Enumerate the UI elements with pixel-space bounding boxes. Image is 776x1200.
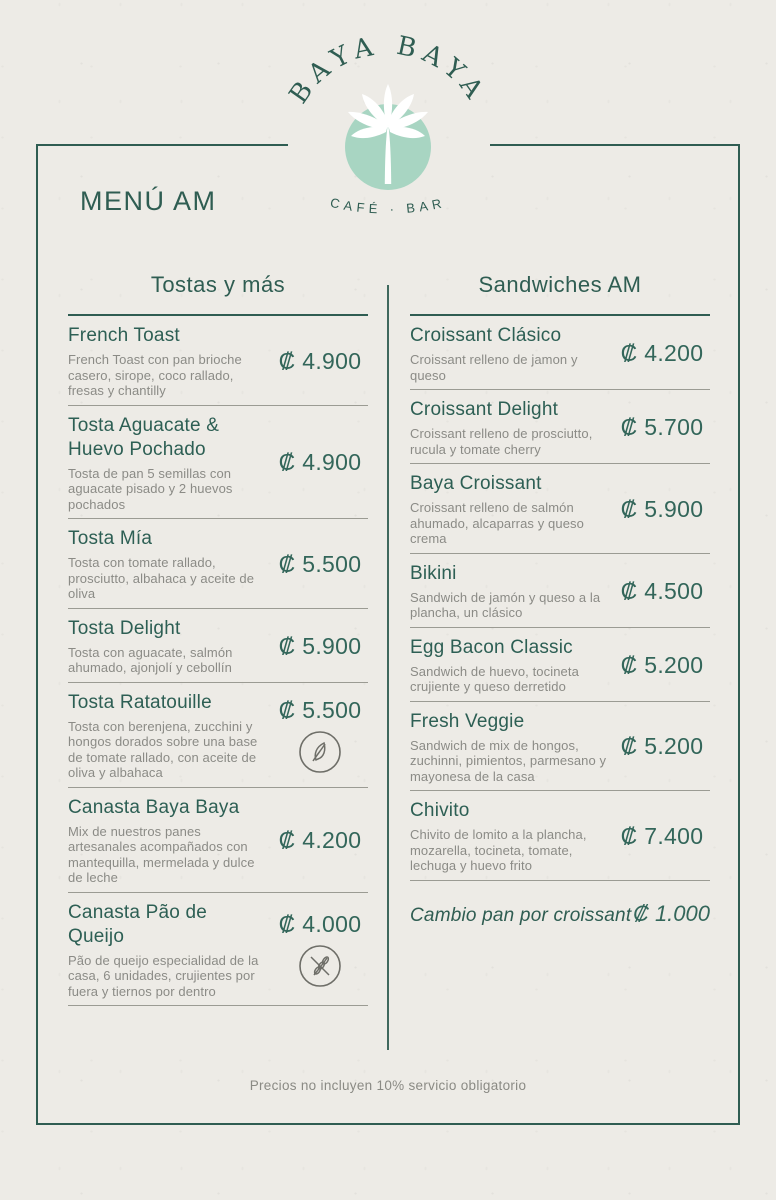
item-price: ₡ 5.700 (620, 414, 704, 440)
item-text (410, 324, 614, 383)
brand-arc-text: BAYA BAYA (283, 30, 493, 110)
menu-item (410, 464, 710, 554)
section-title: Tostas y más (150, 272, 286, 297)
item-side (272, 911, 368, 988)
item-desc: Tosta con tomate rallado, prosciutto, albahaca y aceite de oliva (68, 555, 255, 601)
item-side (614, 414, 710, 441)
menu-item (68, 406, 368, 520)
menu-item (410, 791, 710, 881)
item-name: Bikini (410, 562, 457, 584)
item-name: Tosta Aguacate & Huevo Pochado (68, 414, 220, 460)
item-price: ₡ 7.400 (620, 822, 704, 849)
menu-content (68, 270, 710, 1006)
item-desc: Tosta con aguacate, salmón ahumado, ajonjolí y cebollín (68, 644, 233, 675)
bread-swap-row (410, 901, 710, 927)
item-side (272, 449, 368, 476)
item-side (614, 340, 710, 367)
item-name: Fresh Veggie (410, 710, 525, 732)
bread-swap-label: Cambio pan por croissant (410, 904, 632, 926)
item-name: Tosta Mía (68, 528, 153, 549)
item-name: Canasta Pão de Queijo (68, 901, 208, 947)
bread-swap-price: ₡ 1.000 (632, 900, 710, 926)
menu-item (68, 683, 368, 788)
menu-frame-bottom (36, 1123, 740, 1125)
item-desc: Croissant relleno de prosciutto, rucula y tomate cherry (410, 426, 593, 457)
item-side (614, 578, 710, 605)
crossed-grain-icon (298, 944, 342, 988)
item-desc: Chivito de lomito a la plancha, mozarella, tocineta, tomate, lechuga y huevo frito (410, 827, 587, 873)
item-desc: Croissant relleno de jamon y queso (410, 352, 578, 383)
item-side (272, 348, 368, 375)
brand-logo (218, 24, 558, 236)
menu-item (68, 609, 368, 683)
item-name: Canasta Baya Baya (68, 796, 240, 818)
menu-frame-left (36, 144, 38, 1125)
menu-item (68, 519, 368, 609)
footer-note: Precios no incluyen 10% servicio obligatorio (249, 1078, 527, 1093)
section-items (68, 316, 368, 1006)
item-desc: Sandwich de jamón y queso a la plancha, un clásico (410, 589, 601, 620)
item-price: ₡ 4.500 (620, 577, 704, 604)
item-text (68, 796, 272, 886)
item-text (68, 414, 272, 513)
item-text (68, 901, 272, 1000)
item-side (272, 551, 368, 578)
item-desc: Croissant relleno de salmón ahumado, alcaparras y queso crema (410, 500, 584, 546)
item-price: ₡ 4.200 (620, 340, 704, 366)
item-desc: Tosta con berenjena, zucchini y hongos dorados sobre una base de tomate rallado, con aceite de oliva y albahaca (68, 718, 258, 780)
item-price: ₡ 5.900 (620, 495, 704, 522)
item-name: Tosta Delight (68, 617, 181, 639)
item-name: French Toast (68, 325, 180, 346)
item-text (410, 636, 614, 695)
item-price: ₡ 5.200 (620, 651, 704, 678)
item-side (614, 733, 710, 760)
item-text (68, 617, 272, 676)
item-text (410, 799, 614, 874)
item-text (410, 710, 614, 785)
item-side (614, 652, 710, 679)
item-desc: Mix de nuestros panes artesanales acompañados con mantequilla, mermelada y dulce de leche (68, 823, 255, 885)
leaf-icon (298, 730, 342, 774)
item-side (614, 496, 710, 523)
section-sandwiches (410, 270, 710, 1006)
item-price: ₡ 4.200 (278, 827, 362, 853)
item-desc: Sandwich de huevo, tocineta crujiente y queso derretido (410, 663, 579, 694)
section-title: Sandwiches AM (478, 272, 642, 297)
item-side (272, 697, 368, 774)
item-text (410, 562, 614, 621)
item-text (68, 527, 272, 602)
item-text (410, 472, 614, 547)
item-desc: Sandwich de mix de hongos, zuchinni, pimientos, parmesano y mayonesa de la casa (410, 737, 607, 784)
menu-item (410, 316, 710, 390)
menu-frame-right (738, 144, 740, 1125)
item-text (68, 691, 272, 781)
item-text (410, 398, 614, 457)
menu-item (410, 628, 710, 702)
menu-item (68, 893, 368, 1007)
item-price: ₡ 5.500 (278, 697, 362, 723)
item-desc: Tosta de pan 5 semillas con aguacate pisado y 2 huevos pochados (68, 465, 233, 512)
item-price: ₡ 5.500 (278, 550, 362, 577)
item-price: ₡ 5.200 (620, 733, 704, 760)
menu-item (68, 788, 368, 893)
menu-item (68, 316, 368, 406)
item-name: Baya Croissant (410, 473, 542, 494)
item-side (272, 633, 368, 660)
palm-tree-icon (345, 84, 431, 190)
item-price: ₡ 4.900 (278, 347, 362, 374)
item-price: ₡ 4.000 (278, 911, 362, 938)
section-tostas (68, 270, 368, 1006)
item-side (614, 823, 710, 850)
item-name: Tosta Ratatouille (68, 691, 212, 713)
svg-text:CAFÉ · BAR (329, 195, 447, 217)
item-price: ₡ 5.900 (278, 632, 362, 659)
menu-item (410, 390, 710, 464)
item-desc: French Toast con pan brioche casero, sirope, coco rallado, fresas y chantilly (68, 352, 242, 398)
item-price: ₡ 4.900 (278, 449, 362, 476)
section-items (410, 316, 710, 881)
item-text (68, 324, 272, 399)
item-name: Croissant Delight (410, 399, 559, 420)
item-name: Egg Bacon Classic (410, 636, 573, 658)
menu-item (410, 702, 710, 792)
brand-tagline: CAFÉ · BAR (328, 194, 448, 217)
menu-item (410, 554, 710, 628)
page-title: MENÚ AM (80, 186, 217, 216)
item-name: Chivito (410, 800, 470, 821)
item-side (272, 827, 368, 854)
item-name: Croissant Clásico (410, 325, 562, 346)
item-desc: Pão de queijo especialidad de la casa, 6 unidades, crujientes por fuera y tiernos por dentro (68, 952, 259, 999)
